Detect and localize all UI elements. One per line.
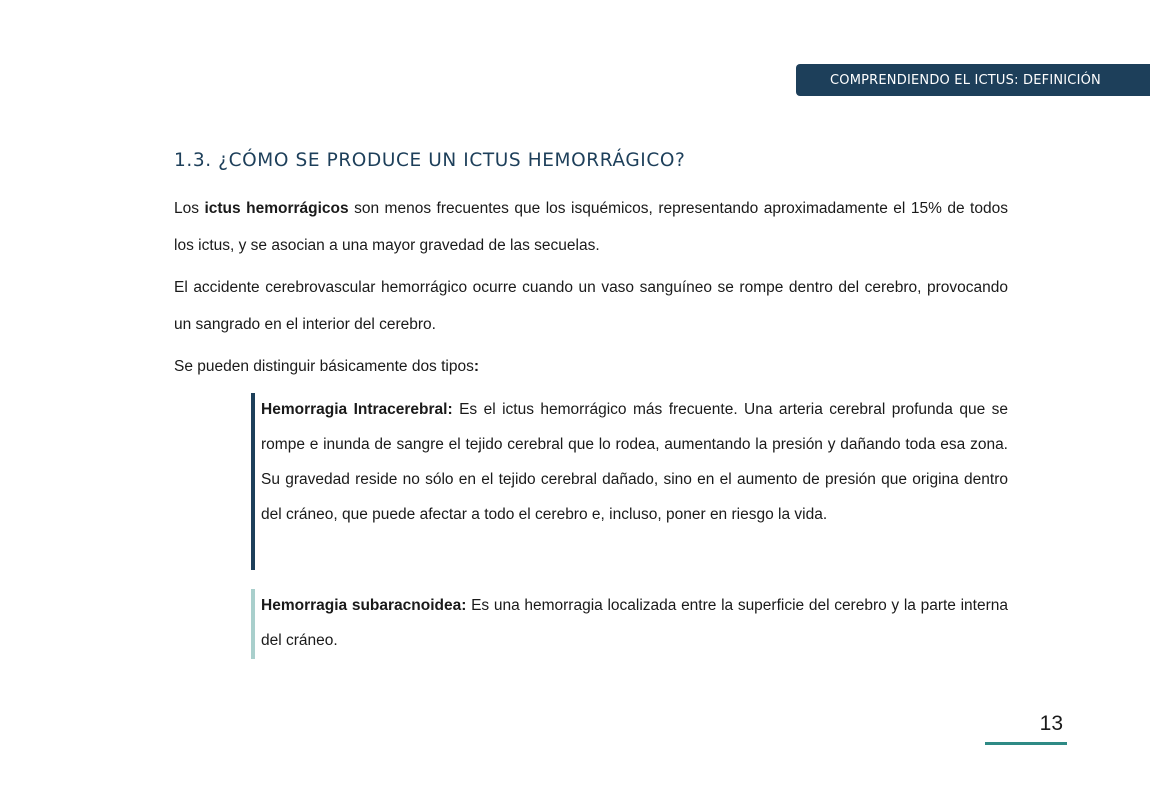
intro-paragraph (174, 190, 1008, 264)
definition-paragraph: El accidente cerebrovascular hemorrágico ocurre cuando un vaso sanguíneo se rompe dentro del cerebro, provocando un sangrado en el interior del cerebro. (174, 279, 1008, 333)
callout-text (261, 392, 1008, 532)
intro-lead: Los (174, 200, 205, 217)
section-header-label: COMPRENDIENDO EL ICTUS: DEFINICIÓN (830, 72, 1101, 88)
callout-term: Hemorragia Intracerebral: (261, 401, 453, 418)
callout-description: Es una hemorragia localizada entre la superficie del cerebro y la parte interna del cráneo. (261, 597, 1008, 649)
intro-bold-term: ictus hemorrágicos (204, 200, 349, 217)
page-number: 13 (1039, 712, 1063, 735)
intro-rest: son menos frecuentes que los isquémicos, representando aproximadamente el 15% de todos los ictus, y se asocian a una mayor gravedad de las secuelas. (174, 200, 1008, 254)
callout-accent-bar (251, 393, 255, 570)
callout-term: Hemorragia subaracnoidea: (261, 597, 467, 614)
types-intro-paragraph (174, 348, 1008, 385)
callout-description: Es el ictus hemorrágico más frecuente. Una arteria cerebral profunda que se rompe e inunda de sangre el tejido cerebral que lo rodea, aumentando la presión y dañando toda esa zona. Su gravedad reside no sólo en el tejido cerebral dañado, sino en el aumento de presión que origina dentro del cráneo, que puede afectar a todo el cerebro e, incluso, poner en riesgo la vida. (261, 401, 1008, 523)
callout-subarachnoid (251, 589, 1008, 659)
callout-accent-bar (251, 589, 255, 659)
section-title: 1.3. ¿CÓMO SE PRODUCE UN ICTUS HEMORRÁGICO? (174, 150, 686, 171)
types-intro-text: Se pueden distinguir básicamente dos tipos (174, 358, 474, 375)
callout-text (261, 588, 1008, 658)
types-intro-colon: : (473, 358, 480, 375)
page-number-rule (985, 742, 1067, 745)
callout-intracerebral (251, 393, 1008, 570)
section-header-band (796, 64, 1150, 96)
